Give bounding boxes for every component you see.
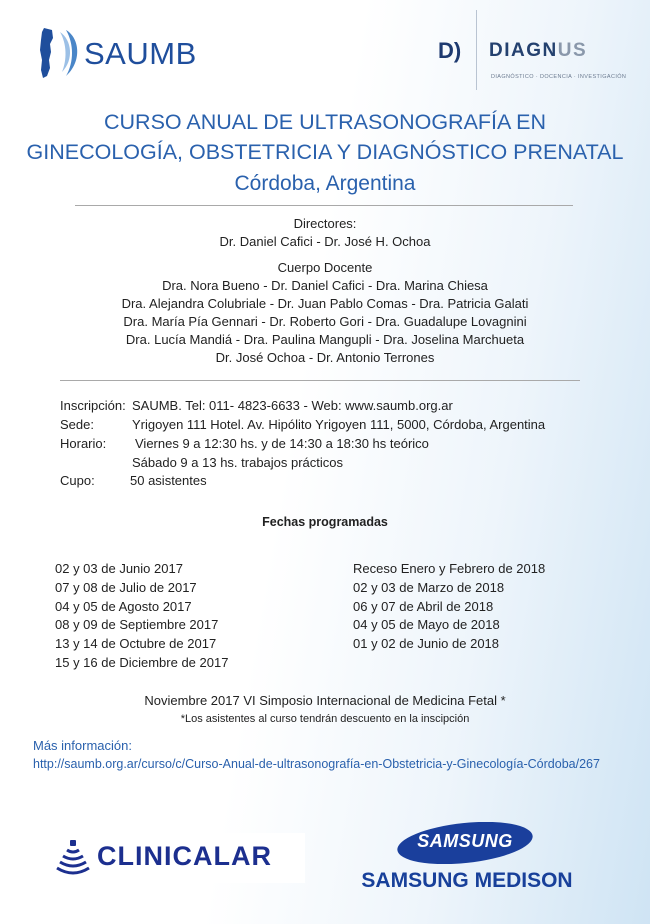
divider-middle (60, 380, 580, 381)
diagnus-separator (476, 10, 477, 90)
course-title-line-2: GINECOLOGÍA, OBSTETRICIA Y DIAGNÓSTICO PRENATAL (26, 140, 624, 164)
horario-value-1: Viernes 9 a 12:30 hs. y de 14:30 a 18:30 hs teórico (135, 436, 429, 451)
saumb-logo-text: SAUMB (84, 36, 197, 71)
inscripcion-label: Inscripción: (60, 398, 126, 413)
diagnus-logo (438, 10, 643, 90)
date-item: 04 y 05 de Mayo de 2018 (353, 617, 500, 633)
ultrasound-waves-icon (55, 838, 91, 878)
teachers-line: Dra. María Pía Gennari - Dr. Roberto Gori - Dra. Guadalupe Lovagnini (123, 314, 527, 329)
diagnus-mark: D) (438, 38, 462, 63)
samsung-medison-text: SAMSUNG MEDISON (361, 869, 573, 892)
diagnus-tagline: DIAGNÓSTICO · DOCENCIA · INVESTIGACIÓN (491, 74, 627, 80)
directors-section (0, 215, 650, 251)
directors-heading: Directores: (293, 216, 357, 231)
date-item: 13 y 14 de Octubre de 2017 (55, 636, 217, 652)
date-item: 02 y 03 de Marzo de 2018 (353, 579, 505, 595)
samsung-logo-text: SAMSUNG (417, 831, 513, 851)
course-title-line-1: CURSO ANUAL DE ULTRASONOGRAFÍA EN (103, 110, 547, 134)
discount-footnote: *Los asistentes al curso tendrán descuento en la inscipción (180, 713, 470, 725)
sede-label: Sede: (60, 417, 94, 432)
cupo-label: Cupo: (60, 473, 95, 488)
date-item: 07 y 08 de Julio de 2017 (55, 579, 197, 595)
teachers-line: Dra. Alejandra Colubriale - Dr. Juan Pablo Comas - Dra. Patricia Galati (121, 296, 529, 311)
teachers-section (0, 259, 650, 367)
diagnus-name-end: US (557, 40, 588, 61)
more-info-link[interactable]: http://saumb.org.ar/curso/c/Curso-Anual-de-ultrasonografía-en-Obstetricia-y-Ginecología-Córdoba/267 (33, 757, 600, 771)
cupo-value: 50 asistentes (130, 473, 207, 488)
simposio-note: Noviembre 2017 VI Simposio Internacional de Medicina Fetal * (144, 693, 506, 708)
clinicalar-logo (47, 833, 305, 883)
dates-2017 (55, 560, 228, 673)
fechas-heading: Fechas programadas (262, 515, 388, 529)
saumb-logo (22, 22, 232, 82)
directors-names: Dr. Daniel Cafici - Dr. José H. Ochoa (219, 234, 431, 249)
clinicalar-text: CLINICALAR (97, 841, 272, 871)
course-location: Córdoba, Argentina (234, 172, 416, 195)
teachers-line: Dr. José Ochoa - Dr. Antonio Terrones (215, 350, 435, 365)
date-item: 15 y 16 de Diciembre de 2017 (55, 654, 229, 670)
date-item: 06 y 07 de Abril de 2018 (353, 598, 494, 614)
diagnus-name-main: DIAGN (489, 40, 558, 61)
teachers-line: Dra. Lucía Mandiá - Dra. Paulina Mangupli - Dra. Joselina Marchueta (125, 332, 525, 347)
horario-label: Horario: (60, 436, 107, 451)
dates-2018 (353, 560, 545, 654)
samsung-logo (396, 822, 534, 864)
teachers-line: Dra. Nora Bueno - Dr. Daniel Cafici - Dra. Marina Chiesa (162, 278, 488, 293)
date-item: Receso Enero y Febrero de 2018 (353, 561, 546, 576)
date-item: 08 y 09 de Septiembre 2017 (55, 617, 219, 633)
sede-value: Yrigoyen 111 Hotel. Av. Hipólito Yrigoyen 111, 5000, Córdoba, Argentina (132, 417, 546, 432)
horario-value-2: Sábado 9 a 13 hs. trabajos prácticos (132, 455, 344, 470)
diagnus-name (489, 40, 587, 62)
more-info-label: Más información: (33, 738, 132, 753)
date-item: 04 y 05 de Agosto 2017 (55, 598, 192, 614)
teachers-heading: Cuerpo Docente (277, 260, 373, 275)
date-item: 01 y 02 de Junio de 2018 (353, 636, 500, 652)
inscripcion-value: SAUMB. Tel: 011- 4823-6633 - Web: www.saumb.org.ar (132, 398, 453, 413)
saumb-map-icon (22, 22, 82, 82)
date-item: 02 y 03 de Junio 2017 (55, 561, 183, 576)
divider-top (75, 205, 573, 206)
